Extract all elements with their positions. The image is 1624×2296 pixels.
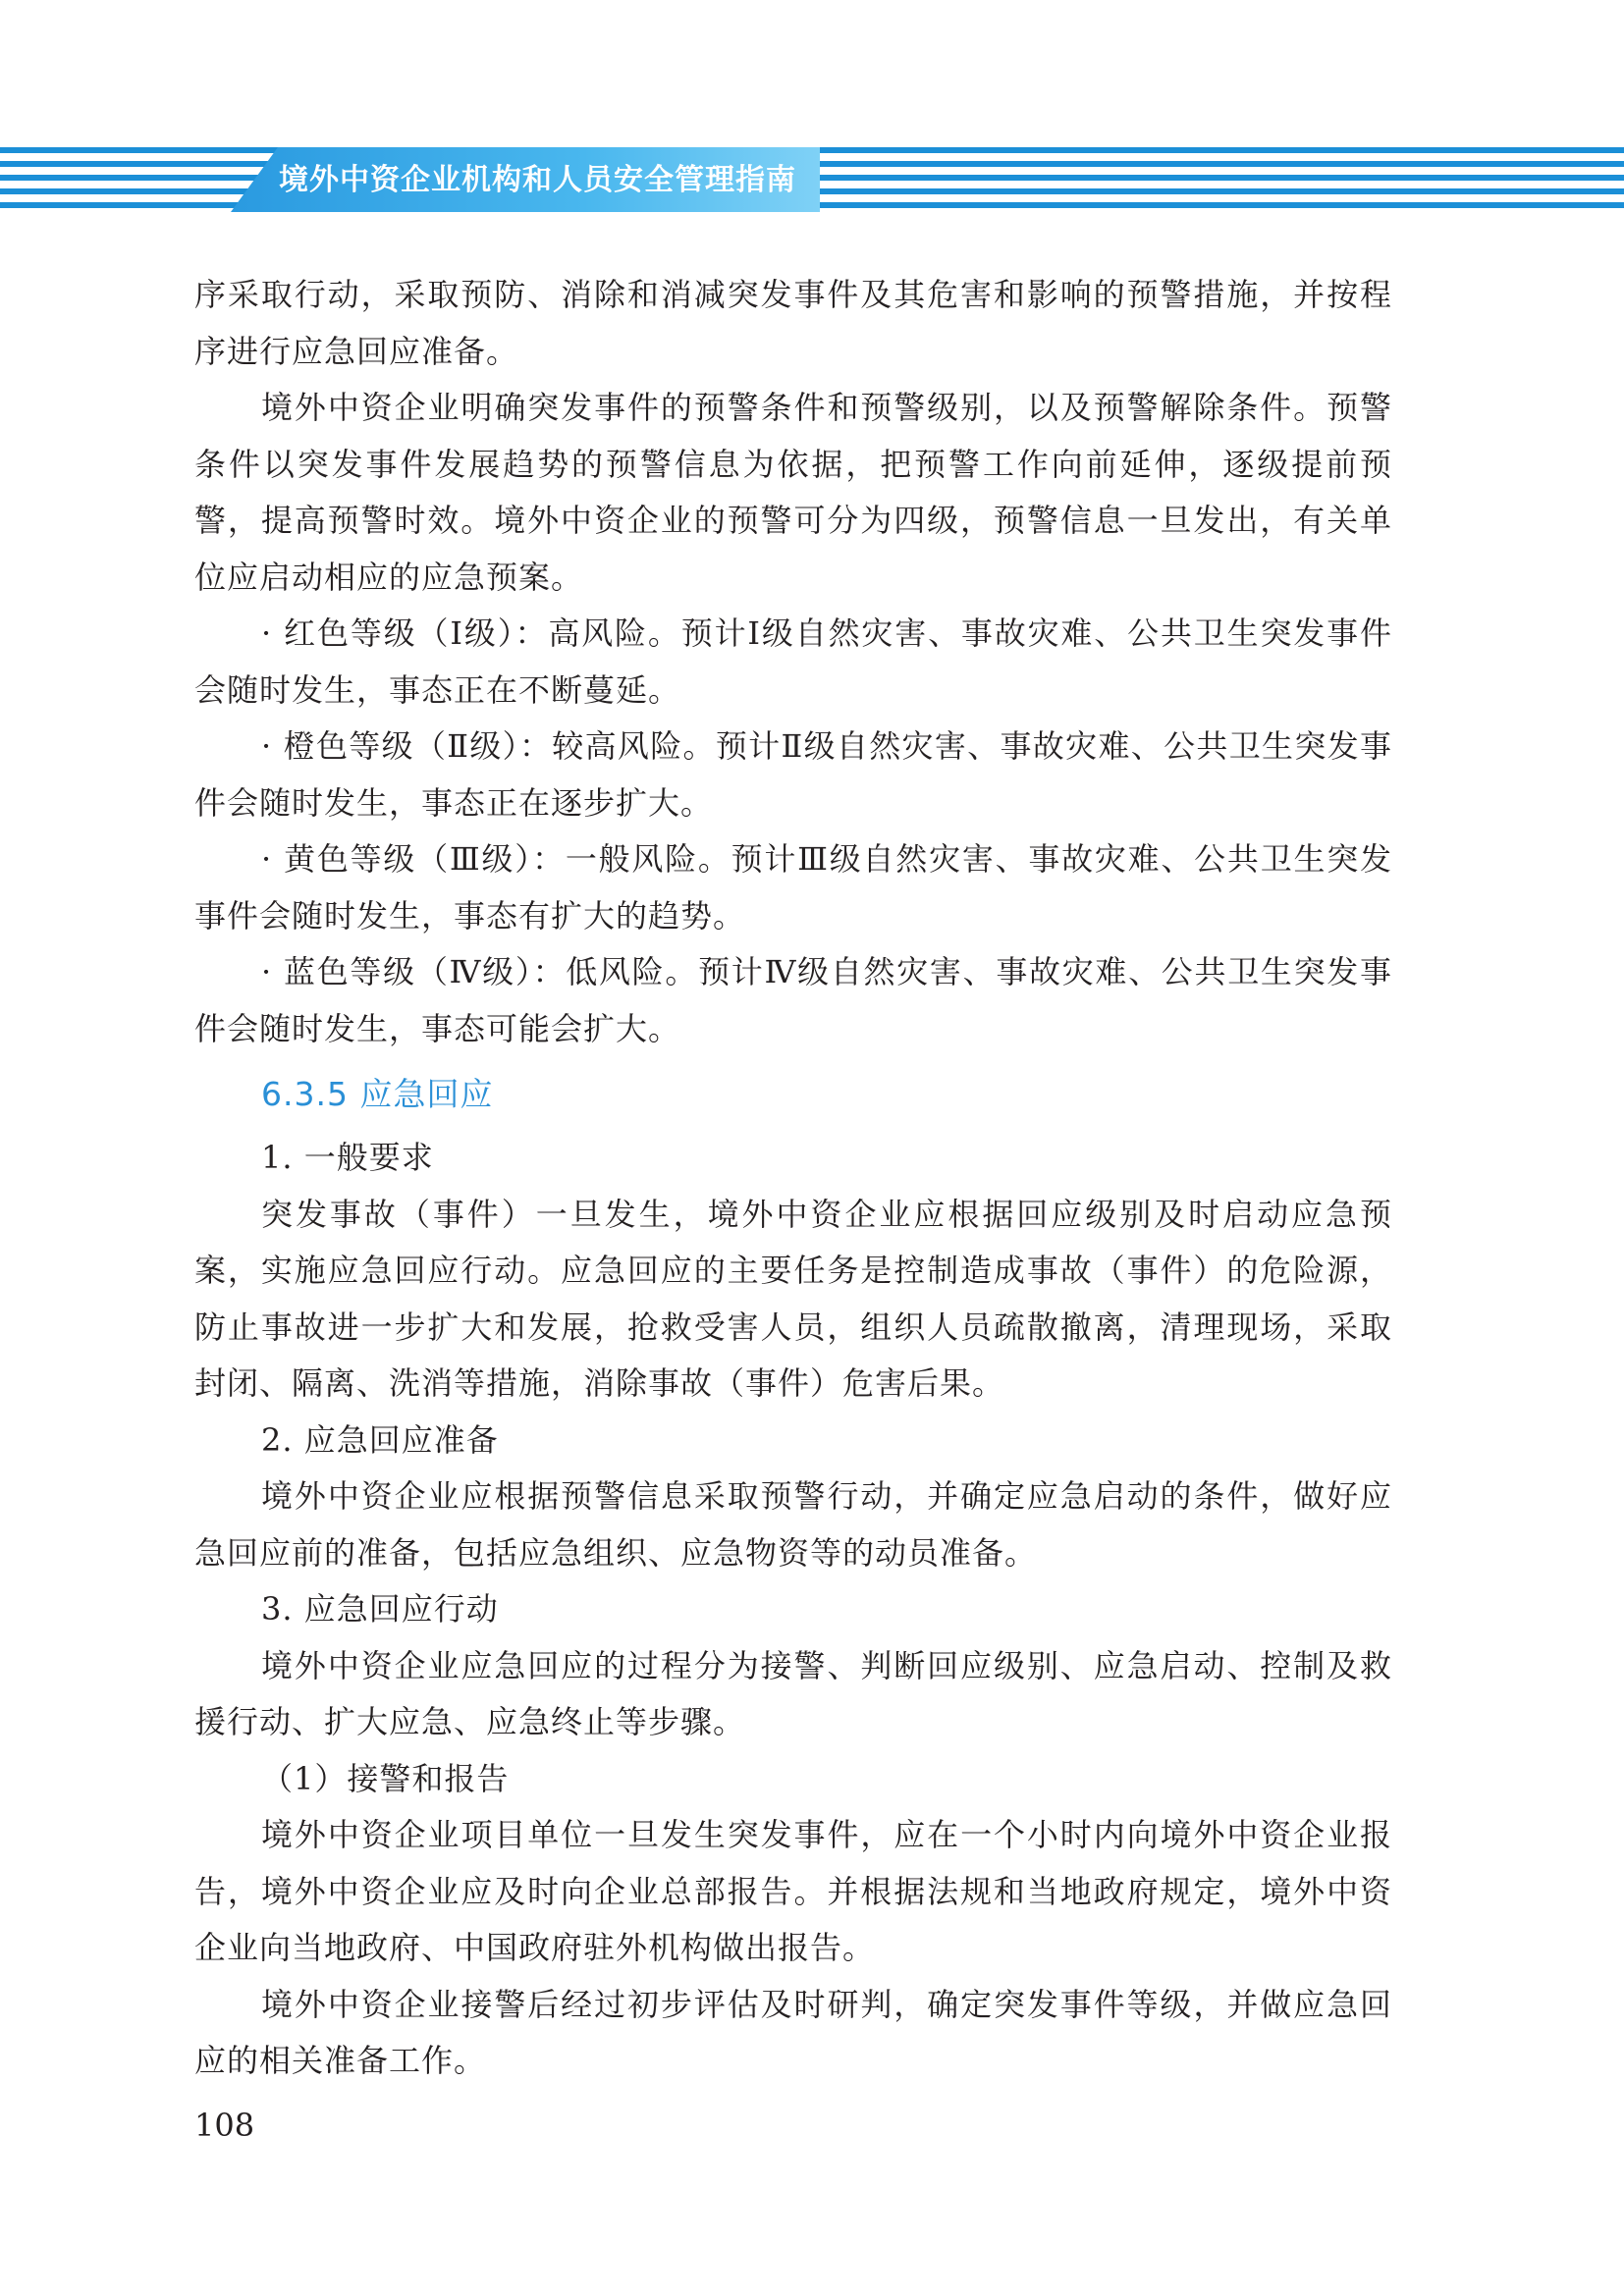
section-heading: 6.3.5 应急回应	[261, 1075, 494, 1113]
page-body	[194, 267, 1392, 2090]
page-number: 108	[194, 2107, 255, 2144]
paragraph-general-requirements: 突发事故（事件）一旦发生，境外中资企业应根据回应级别及时启动应急预案，实施应急回应行动。应急回应的主要任务是控制造成事故（事件）的危险源，防止事故进一步扩大和发展，抢救受害人员，组织人员疏散撤离，清理现场，采取封闭、隔离、洗消等措施，消除事故（事件）危害后果。	[194, 1195, 1392, 1402]
paragraph-response-action: 境外中资企业应急回应的过程分为接警、判断回应级别、应急启动、控制及救援行动、扩大应急、应急终止等步骤。	[194, 1646, 1392, 1740]
list-item-blue-level: · 蓝色等级（Ⅳ级）：低风险。预计Ⅳ级自然灾害、事故灾难、公共卫生突发事件会随时发生，事态可能会扩大。	[194, 953, 1392, 1047]
subheading-response-preparation: 2. 应急回应准备	[261, 1420, 499, 1459]
paragraph-continuation: 序采取行动，采取预防、消除和消减突发事件及其危害和影响的预警措施，并按程序进行应急回应准备。	[194, 276, 1392, 370]
paragraph-response-preparation: 境外中资企业应根据预警信息采取预警行动，并确定应急启动的条件，做好应急回应前的准备，包括应急组织、应急物资等的动员准备。	[194, 1477, 1392, 1572]
list-item-red-level: · 红色等级（Ⅰ级）：高风险。预计Ⅰ级自然灾害、事故灾难、公共卫生突发事件会随时发生，事态正在不断蔓延。	[194, 614, 1392, 709]
subheading-general-requirements: 1. 一般要求	[261, 1139, 434, 1176]
list-item-yellow-level: · 黄色等级（Ⅲ级）：一般风险。预计Ⅲ级自然灾害、事故灾难、公共卫生突发事件会随时发生，事态有扩大的趋势。	[194, 840, 1392, 934]
paragraph-warning-conditions: 境外中资企业明确突发事件的预警条件和预警级别，以及预警解除条件。预警条件以突发事件发展趋势的预警信息为依据，把预警工作向前延伸，逐级提前预警，提高预警时效。境外中资企业的预警可分为四级，预警信息一旦发出，有关单位应启动相应的应急预案。	[194, 389, 1392, 596]
list-item-orange-level: · 橙色等级（Ⅱ级）：较高风险。预计Ⅱ级自然灾害、事故灾难、公共卫生突发事件会随时发生，事态正在逐步扩大。	[194, 727, 1392, 822]
subheading-response-action: 3. 应急回应行动	[261, 1590, 499, 1628]
running-header-title: 境外中资企业机构和人员安全管理指南	[279, 163, 796, 197]
paragraph-assessment: 境外中资企业接警后经过初步评估及时研判，确定突发事件等级，并做应急回应的相关准备工作。	[194, 1985, 1392, 2079]
paragraph-alarm-and-report: 境外中资企业项目单位一旦发生突发事件，应在一个小时内向境外中资企业报告，境外中资企业应及时向企业总部报告。并根据法规和当地政府规定，境外中资企业向当地政府、中国政府驻外机构做出报告。	[194, 1816, 1392, 1966]
subheading-alarm-and-report: （1）接警和报告	[261, 1759, 510, 1797]
